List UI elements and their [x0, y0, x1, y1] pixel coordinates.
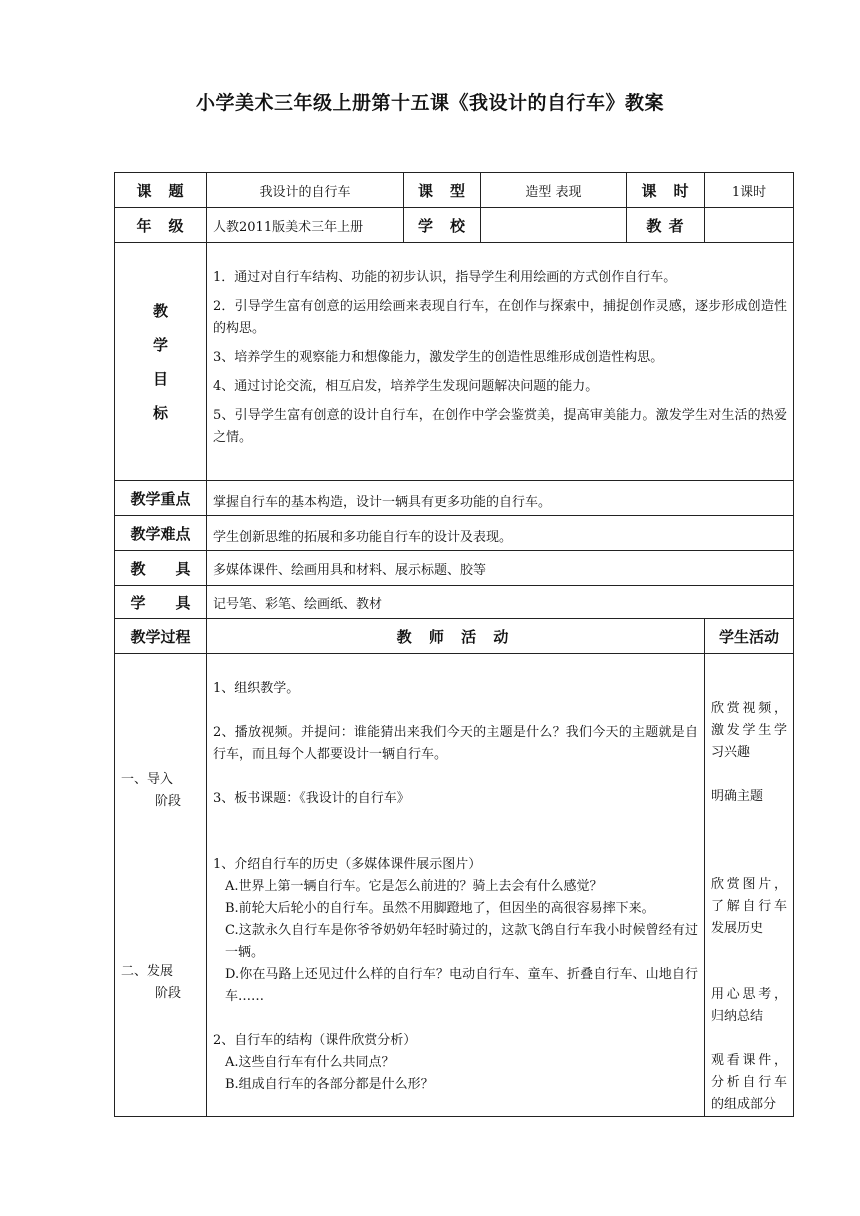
- grade-value: 人教2011版美术三年上册: [207, 208, 404, 243]
- key-point-label: 教学重点: [115, 481, 207, 516]
- activity-substep: B.前轮大后轮小的自行车。虽然不用脚蹬地了，但因坐的高很容易摔下来。: [225, 901, 655, 916]
- student-activity: 观看课件，分析自行车的组成部分: [711, 1053, 787, 1112]
- stage2-num: 二、发展: [121, 964, 174, 979]
- difficulty-label: 教学难点: [115, 516, 207, 551]
- activity-substep: B.组成自行车的各部分都是什么形？: [225, 1077, 434, 1092]
- objective-item: 3、培养学生的观察能力和想像能力，激发学生的创造性思维形成创造性构思。: [213, 350, 664, 365]
- stage2-name: 阶段: [155, 986, 182, 1001]
- student-activity: 明确主题: [711, 789, 764, 804]
- grade-label: 年 级: [115, 208, 207, 243]
- student-activity: 欣赏视频，激发学生学习兴趣: [711, 701, 787, 760]
- course-value: 我设计的自行车: [207, 173, 404, 208]
- student-activity-header: 学生活动: [705, 619, 794, 654]
- activity-step: 1、组织教学。: [213, 681, 300, 696]
- info-row-1: [115, 173, 794, 208]
- teacher-value: [705, 208, 794, 243]
- process-header-row: [115, 619, 794, 654]
- teaching-tools-row: [115, 551, 794, 586]
- difficulty-row: [115, 516, 794, 551]
- stage1-num: 一、导入: [121, 772, 174, 787]
- process-content-row: [115, 654, 794, 1117]
- learning-tools-label: 学 具: [115, 586, 207, 619]
- activity-substep: A.世界上第一辆自行车。它是怎么前进的？骑上去会有什么感觉？: [225, 879, 603, 894]
- course-label: 课 题: [115, 173, 207, 208]
- student-activities: [705, 654, 794, 1117]
- difficulty-value: 学生创新思维的拓展和多功能自行车的设计及表现。: [207, 516, 794, 551]
- learning-tools-row: [115, 586, 794, 619]
- hours-label: 课 时: [627, 173, 705, 208]
- teacher-label: 教 者: [627, 208, 705, 243]
- activity-substep: D.你在马路上还见过什么样的自行车？电动自行车、童车、折叠自行车、山地自行车……: [225, 967, 698, 1004]
- key-point-value: 掌握自行车的基本构造，设计一辆具有更多功能的自行车。: [207, 481, 794, 516]
- objective-item: 2．引导学生富有创意的运用绘画来表现自行车，在创作与探索中，捕捉创作灵感，逐步形成创造性的构思。: [213, 299, 787, 336]
- key-point-row: [115, 481, 794, 516]
- info-row-2: [115, 208, 794, 243]
- activity-step: 1、介绍自行车的历史（多媒体课件展示图片）: [213, 857, 482, 872]
- activity-step: 2、播放视频。并提问：谁能猜出来我们今天的主题是什么？我们今天的主题就是自行车，而且每个人都要设计一辆自行车。: [213, 725, 698, 762]
- objectives-content: [207, 243, 794, 481]
- teaching-tools-value: 多媒体课件、绘画用具和材料、展示标题、胶等: [207, 551, 794, 586]
- teacher-activities: [207, 654, 705, 1117]
- objective-item: 1．通过对自行车结构、功能的初步认识，指导学生利用绘画的方式创作自行车。: [213, 270, 677, 285]
- stage-column: [115, 654, 207, 1117]
- teaching-tools-label: 教 具: [115, 551, 207, 586]
- student-activity: 欣赏图片，了解自行车发展历史: [711, 877, 787, 936]
- type-label: 课 型: [404, 173, 481, 208]
- objective-item: 5、引导学生富有创意的设计自行车，在创作中学会鉴赏美，提高审美能力。激发学生对生活的热爱之情。: [213, 408, 787, 445]
- objectives-label: 教 学 目 标: [115, 243, 207, 481]
- teacher-activity-header: 教 师 活 动: [207, 619, 705, 654]
- activity-step: 3、板书课题：《我设计的自行车》: [213, 791, 410, 806]
- activity-step: 2、自行车的结构（课件欣赏分析）: [213, 1033, 417, 1048]
- activity-substep: C.这款永久自行车是你爷爷奶奶年轻时骑过的，这款飞鸽自行车我小时候曾经有过一辆。: [225, 923, 698, 960]
- document-title: 小学美术三年级上册第十五课《我设计的自行车》教案: [195, 92, 664, 114]
- stage1-name: 阶段: [155, 794, 182, 809]
- lesson-plan-table: [114, 172, 794, 1117]
- hours-value: 1课时: [705, 173, 794, 208]
- type-value: 造型 表现: [481, 173, 627, 208]
- process-header: 教学过程: [115, 619, 207, 654]
- school-value: [481, 208, 627, 243]
- school-label: 学 校: [404, 208, 481, 243]
- objective-item: 4、通过讨论交流，相互启发，培养学生发现问题解决问题的能力。: [213, 379, 599, 394]
- student-activity: 用心思考，归纳总结: [711, 987, 787, 1024]
- learning-tools-value: 记号笔、彩笔、绘画纸、教材: [207, 586, 794, 619]
- activity-substep: A.这些自行车有什么共同点？: [225, 1055, 395, 1070]
- objectives-row: [115, 243, 794, 481]
